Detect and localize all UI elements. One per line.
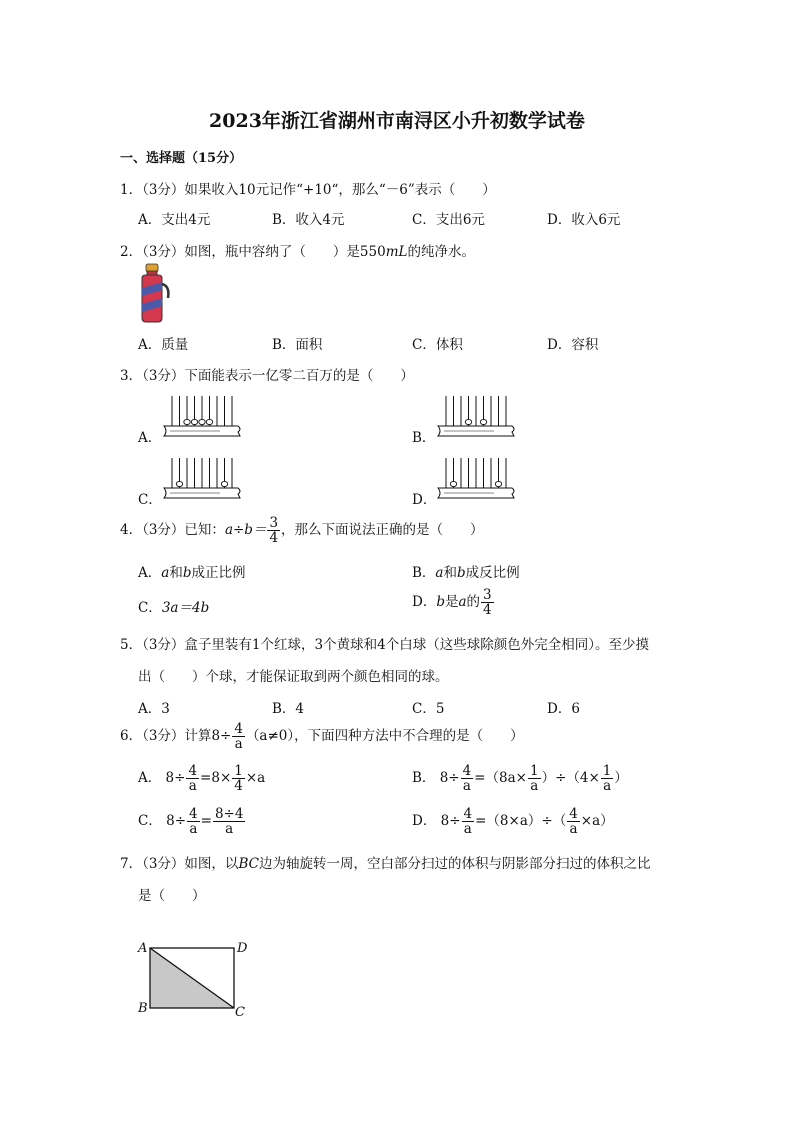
question-3-stem: 3．（3分）下面能表示一亿零二百万的是（ ） — [120, 368, 414, 384]
q7-rectangle-figure — [150, 948, 236, 1010]
question-7-line1: 7．（3分）如图，以BC边为轴旋转一周，空白部分扫过的体积与阴影部分扫过的体积之比 — [120, 856, 651, 872]
q1-option-c[interactable]: C．支出6元 — [412, 212, 485, 228]
q4-d-fraction: $\frac{3}{4}$ — [483, 587, 492, 619]
q4-option-b[interactable]: B．a和b成反比例 — [412, 565, 520, 581]
vertex-b-label: B — [138, 1001, 148, 1016]
q4-fraction: $\frac{3}{4}$ — [269, 515, 279, 547]
question-4-stem: 4．（3分）已知：a÷b＝ $\frac{3}{4}$ ，那么下面说法正确的是（ ） — [120, 515, 484, 547]
q5-option-d[interactable]: D．6 — [547, 701, 580, 717]
question-2-stem: 2．（3分）如图，瓶中容纳了（ ）是550mL的纯净水。 — [120, 244, 475, 260]
q1-option-d[interactable]: D．收入6元 — [547, 212, 621, 228]
q6-option-b[interactable]: B． 8÷ $\frac{4}{a}$ =（8a× $\frac{1}{a}$ ）÷（4× $\frac{1}{a}$ ） — [412, 763, 628, 795]
q6-option-c[interactable]: C． 8÷ $\frac{4}{a}$ = $\frac{8\div 4}{a}$ — [138, 806, 244, 838]
q6-option-d[interactable]: D． 8÷ $\frac{4}{a}$ =（8×a）÷（ $\frac{4}{a}$ ×a） — [412, 806, 614, 838]
question-5-line2: 出（ ）个球，才能保证取到两个颜色相同的球。 — [138, 669, 449, 685]
q4-option-d[interactable]: D．b是a的 $\frac{3}{4}$ — [412, 587, 492, 619]
q2-option-c[interactable]: C．体积 — [412, 337, 463, 353]
q3-abacus-d — [434, 456, 518, 504]
water-bottle-figure — [134, 264, 174, 324]
q4-option-a[interactable]: A．a和b成正比例 — [138, 565, 246, 581]
q1-option-a[interactable]: A．支出4元 — [138, 212, 211, 228]
q1-option-b[interactable]: B．收入4元 — [272, 212, 345, 228]
question-7-line2: 是（ ） — [138, 888, 206, 904]
vertex-a-label: A — [138, 941, 148, 956]
section-heading: 一、选择题（15分） — [120, 151, 243, 166]
q3-option-b-label[interactable]: B． — [412, 430, 436, 446]
q6-option-a[interactable]: A． 8÷ $\frac{4}{a}$ =8× $\frac{1}{4}$ ×a — [138, 763, 266, 795]
q3-option-d-label[interactable]: D． — [412, 492, 437, 508]
q3-abacus-c — [160, 456, 244, 504]
question-1-stem: 1．（3分）如果收入10元记作“+10“，那么“－6”表示（ ） — [120, 182, 496, 198]
page-title: 2023年浙江省湖州市南浔区小升初数学试卷 — [209, 110, 585, 132]
question-5-line1: 5．（3分）盒子里装有1个红球，3个黄球和4个白球（这些球除颜色外完全相同）。至少摸 — [120, 637, 649, 653]
q3-abacus-b — [434, 394, 518, 442]
vertex-c-label: C — [235, 1005, 245, 1020]
q2-option-a[interactable]: A．质量 — [138, 337, 189, 353]
q5-option-a[interactable]: A．3 — [138, 701, 170, 717]
q5-option-b[interactable]: B．4 — [272, 701, 305, 717]
q3-option-c-label[interactable]: C． — [138, 492, 162, 508]
q2-option-b[interactable]: B．面积 — [272, 337, 323, 353]
q3-option-a-label[interactable]: A． — [138, 430, 162, 446]
q5-option-c[interactable]: C．5 — [412, 701, 445, 717]
q2-option-d[interactable]: D．容积 — [547, 337, 599, 353]
q3-abacus-a — [160, 394, 244, 442]
vertex-d-label: D — [237, 941, 248, 956]
q4-option-c[interactable]: C．3a＝4b — [138, 600, 210, 616]
question-6-stem: 6．（3分）计算8÷ $\frac{4}{a}$ （a≠0），下面四种方法中不合理的是（ ） — [120, 721, 524, 753]
